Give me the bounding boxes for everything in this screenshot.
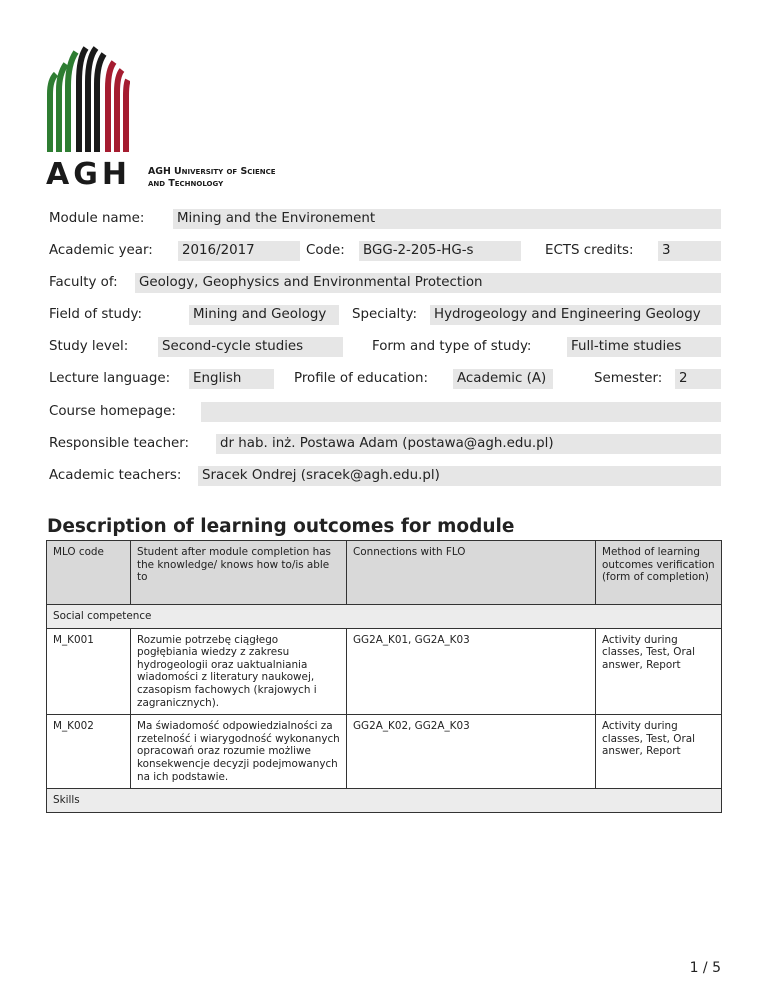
semester-value: 2 — [675, 369, 721, 389]
responsible-teacher-label: Responsible teacher: — [49, 436, 190, 451]
code-label: Code: — [306, 243, 345, 258]
form-type-label: Form and type of study: — [372, 339, 532, 354]
specialty-label: Specialty: — [352, 307, 417, 322]
faculty-label: Faculty of: — [49, 275, 118, 290]
module-name-label: Module name: — [49, 211, 145, 226]
study-level-value: Second-cycle studies — [158, 337, 343, 357]
section-title: Description of learning outcomes for module — [47, 516, 515, 537]
faculty-value: Geology, Geophysics and Environmental Protection — [135, 273, 721, 293]
academic-teachers-value: Sracek Ondrej (sracek@agh.edu.pl) — [198, 466, 721, 486]
table-header-row — [47, 541, 722, 605]
field-of-study-label: Field of study: — [49, 307, 143, 322]
row-method: Activity during classes, Test, Oral answer, Report — [596, 628, 722, 715]
row-method: Activity during classes, Test, Oral answer, Report — [596, 715, 722, 789]
module-name-value: Mining and the Environement — [173, 209, 721, 229]
agh-logo-mark-icon — [46, 44, 130, 156]
agh-logo — [46, 44, 296, 192]
learning-outcomes-table — [46, 540, 722, 813]
homepage-value — [201, 402, 721, 422]
academic-year-label: Academic year: — [49, 243, 153, 258]
code-value: BGG-2-205-HG-s — [359, 241, 521, 261]
row-description: Rozumie potrzebę ciągłego pogłębiania wiedzy z zakresu hydrogeologii oraz uaktualniania wiadomości z literatury naukowej, czasopism fachowych (krajowych i zagranicznych). — [131, 628, 347, 715]
ects-value: 3 — [658, 241, 721, 261]
logo-line-2: and Technology — [148, 178, 224, 189]
section-social-competence: Social competence — [47, 605, 722, 629]
header-verification-method: Method of learning outcomes verification (form of completion) — [596, 541, 722, 605]
homepage-label: Course homepage: — [49, 404, 176, 419]
section-row-skills — [47, 789, 722, 813]
form-type-value: Full-time studies — [567, 337, 721, 357]
specialty-value: Hydrogeology and Engineering Geology — [430, 305, 721, 325]
row-code: M_K002 — [47, 715, 131, 789]
ects-label: ECTS credits: — [545, 243, 634, 258]
lecture-language-label: Lecture language: — [49, 371, 171, 386]
profile-label: Profile of education: — [294, 371, 429, 386]
table-row — [47, 628, 722, 715]
field-of-study-value: Mining and Geology — [189, 305, 339, 325]
logo-letters: AGH — [46, 157, 131, 192]
header-mlo-code: MLO code — [47, 541, 131, 605]
row-code: M_K001 — [47, 628, 131, 715]
semester-label: Semester: — [594, 371, 663, 386]
table-row — [47, 715, 722, 789]
header-student-outcome: Student after module completion has the knowledge/ knows how to/is able to — [131, 541, 347, 605]
row-flo: GG2A_K01, GG2A_K03 — [347, 628, 596, 715]
academic-year-value: 2016/2017 — [178, 241, 300, 261]
section-row-social — [47, 605, 722, 629]
logo-line-1: AGH University of Science — [148, 166, 276, 177]
study-level-label: Study level: — [49, 339, 129, 354]
row-flo: GG2A_K02, GG2A_K03 — [347, 715, 596, 789]
profile-value: Academic (A) — [453, 369, 553, 389]
academic-teachers-label: Academic teachers: — [49, 468, 182, 483]
header-connections-flo: Connections with FLO — [347, 541, 596, 605]
lecture-language-value: English — [189, 369, 274, 389]
section-skills: Skills — [47, 789, 722, 813]
responsible-teacher-value: dr hab. inż. Postawa Adam (postawa@agh.edu.pl) — [216, 434, 721, 454]
row-description: Ma świadomość odpowiedzialności za rzetelność i wiarygodność wykonanych opracowań oraz rozumie możliwe konsekwencje decyzji podejmowanych na ich podstawie. — [131, 715, 347, 789]
page-number: 1 / 5 — [689, 960, 721, 976]
